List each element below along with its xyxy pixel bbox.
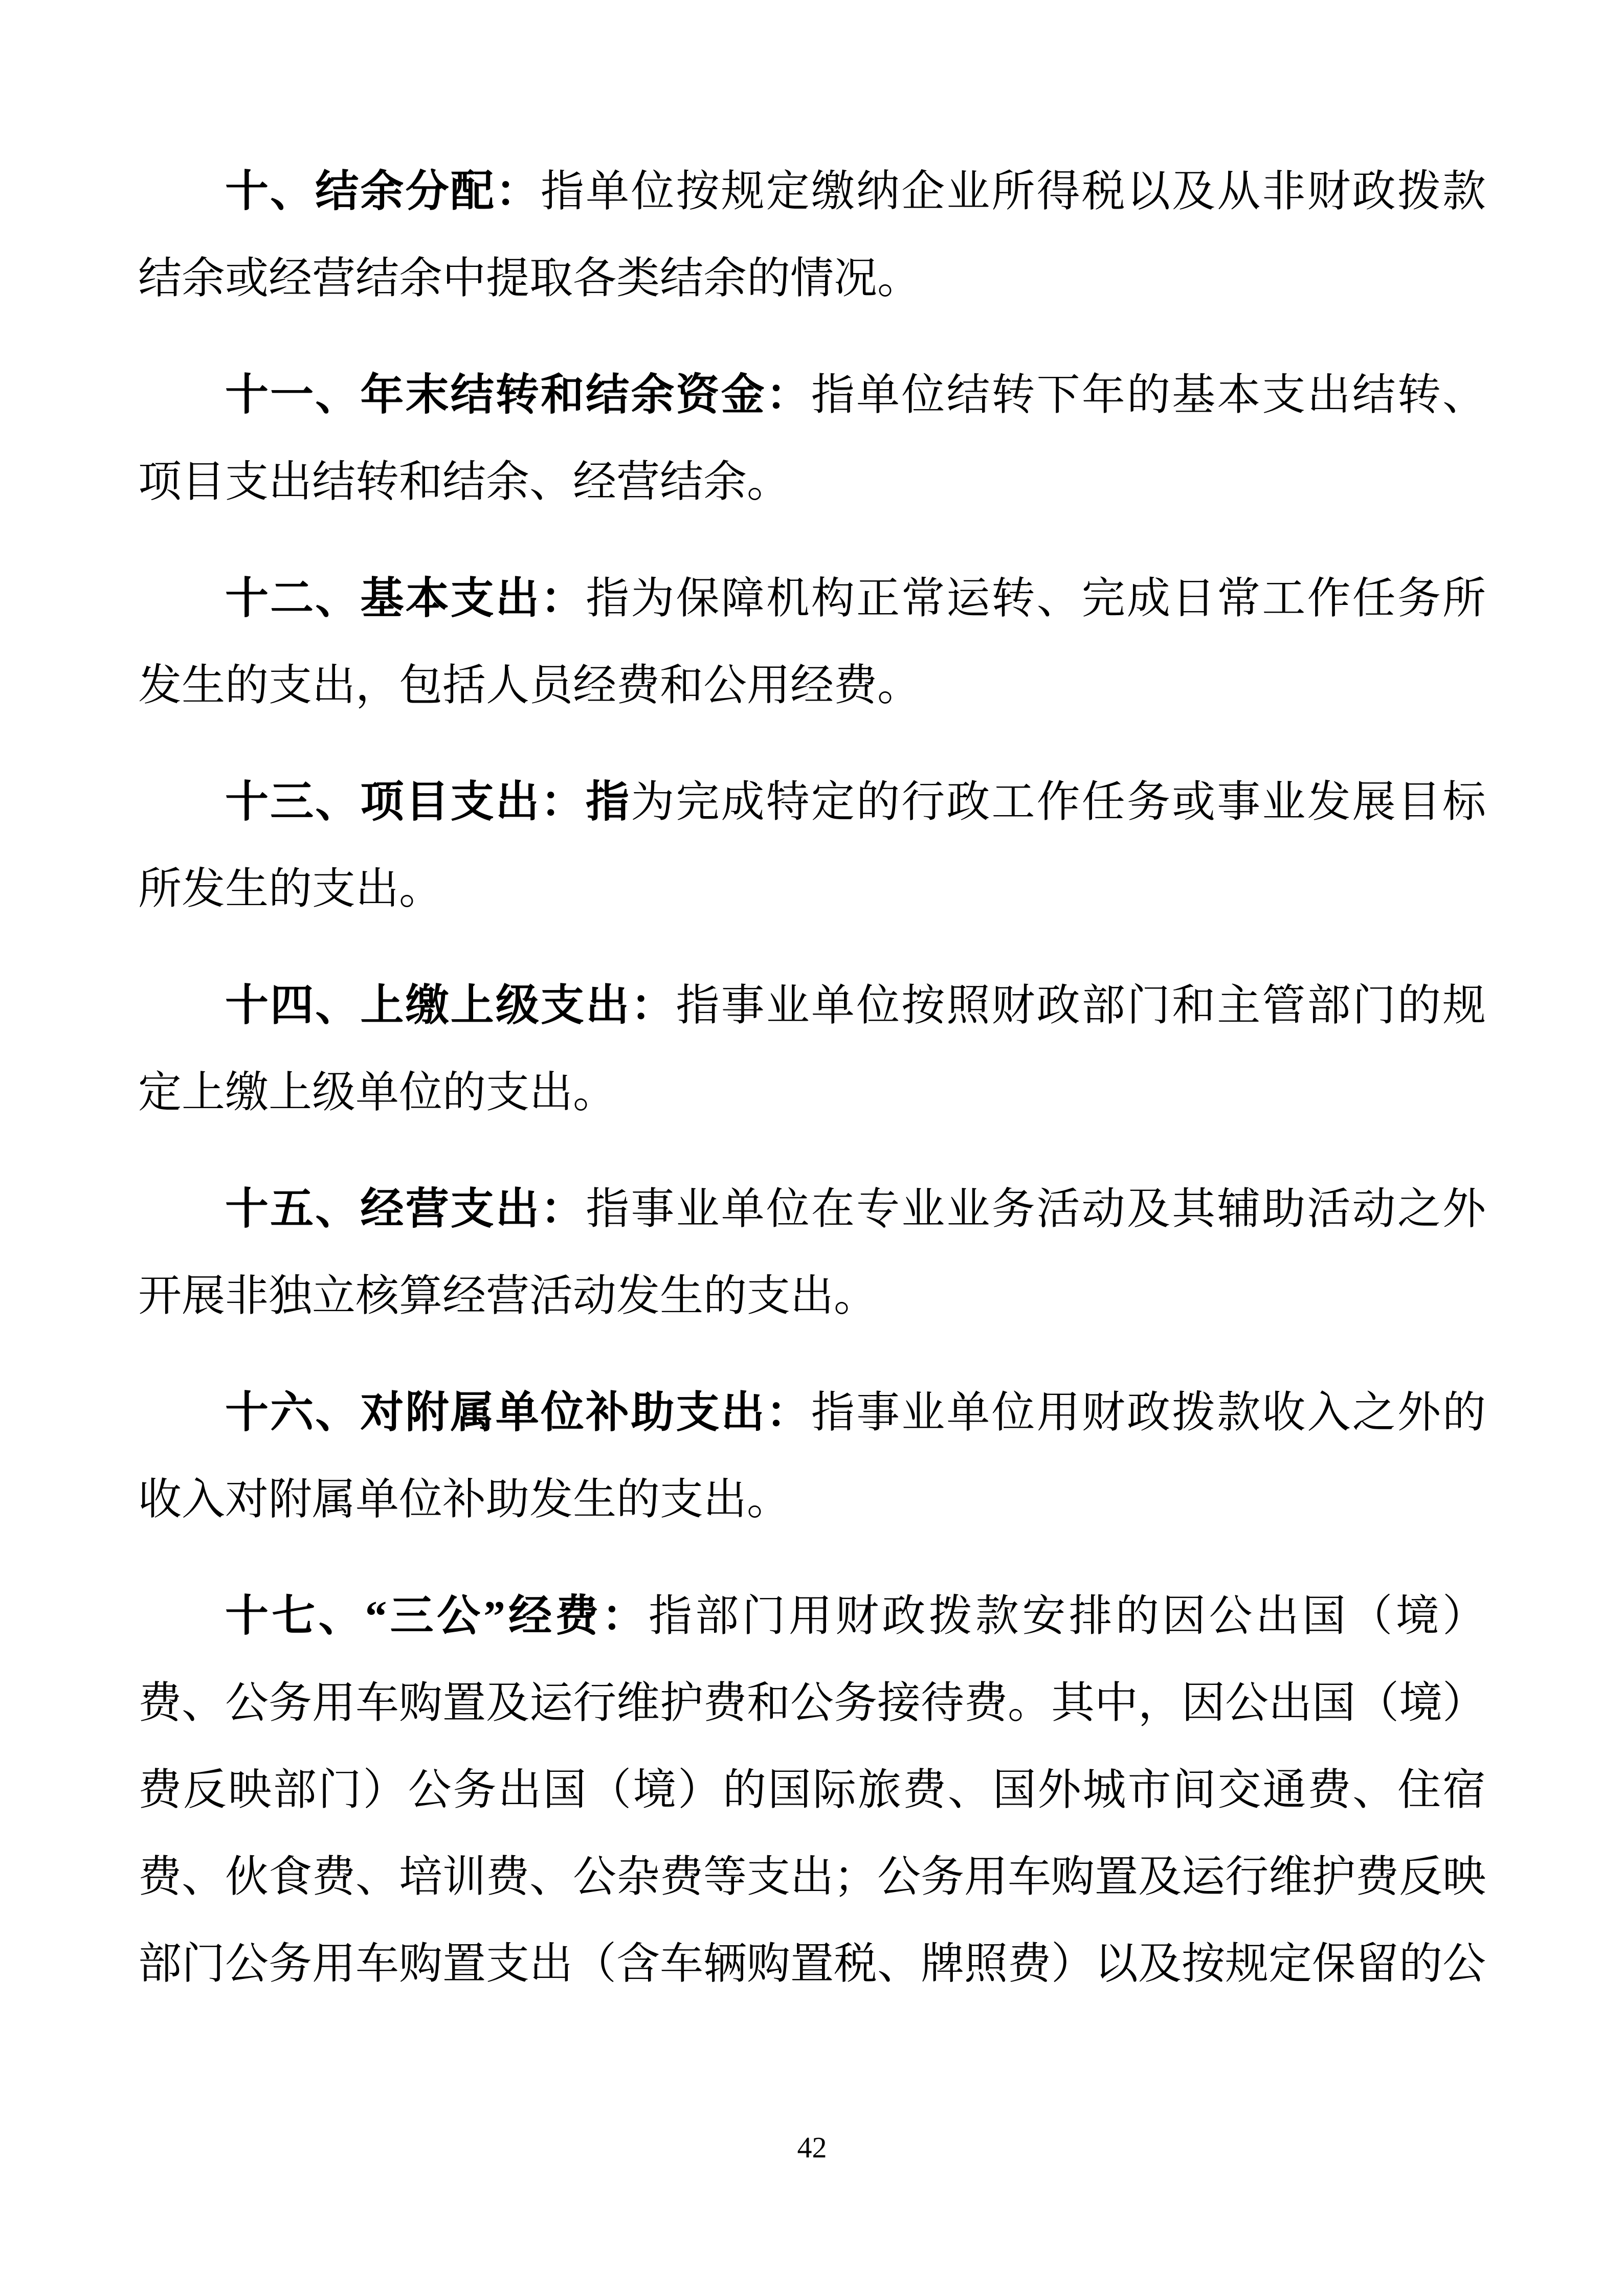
definition-paragraph	[138, 1166, 1486, 1340]
term-definition: 指部门用财政拨款安排的因公出国（境）费、公务用车购置及运行维护费和公务接待费。其中，因公出国（境）费反映部门）公务出国（境）的国际旅费、国外城市间交通费、住宿费、伙食费、培训费、公杂费等支出；公务用车购置及运行维护费反映部门公务用车购置支出（含车辆购置税、牌照费）以及按规定保留的公	[138, 1592, 1486, 1988]
term-heading: 十四、上缴上级支出：	[225, 982, 676, 1030]
definition-paragraph	[138, 962, 1486, 1136]
definition-paragraph	[138, 148, 1486, 322]
definition-paragraph	[138, 1369, 1486, 1543]
term-definition: 指单位结转下年的基本支出结转、项目支出结转和结余、经营结余。	[138, 371, 1486, 506]
term-definition: 指单位按规定缴纳企业所得税以及从非财政拨款结余或经营结余中提取各类结余的情况。	[138, 168, 1486, 303]
term-definition: 为完成特定的行政工作任务或事业发展目标所发生的支出。	[138, 778, 1486, 913]
term-heading: 十七、“三公”经费：	[225, 1592, 649, 1640]
term-definition: 指事业单位用财政拨款收入之外的收入对附属单位补助发生的支出。	[138, 1389, 1486, 1524]
definition-paragraph	[138, 759, 1486, 933]
term-definition: 指为保障机构正常运转、完成日常工作任务所发生的支出，包括人员经费和公用经费。	[138, 575, 1486, 710]
term-heading: 十、结余分配：	[225, 168, 541, 216]
page-number: 42	[797, 2131, 827, 2164]
definition-paragraph	[138, 1573, 1486, 2008]
term-definition: 指事业单位按照财政部门和主管部门的规定上缴上级单位的支出。	[138, 982, 1486, 1117]
term-definition: 指事业单位在专业业务活动及其辅助活动之外开展非独立核算经营活动发生的支出。	[138, 1185, 1486, 1320]
term-heading: 十六、对附属单位补助支出：	[225, 1389, 811, 1437]
term-heading: 十五、经营支出：	[225, 1185, 586, 1233]
definition-paragraph	[138, 555, 1486, 729]
term-heading: 十三、项目支出：指	[225, 778, 631, 826]
document-body	[138, 148, 1486, 2037]
definition-paragraph	[138, 352, 1486, 526]
term-heading: 十二、基本支出：	[225, 575, 586, 623]
term-heading: 十一、年末结转和结余资金：	[225, 371, 811, 419]
